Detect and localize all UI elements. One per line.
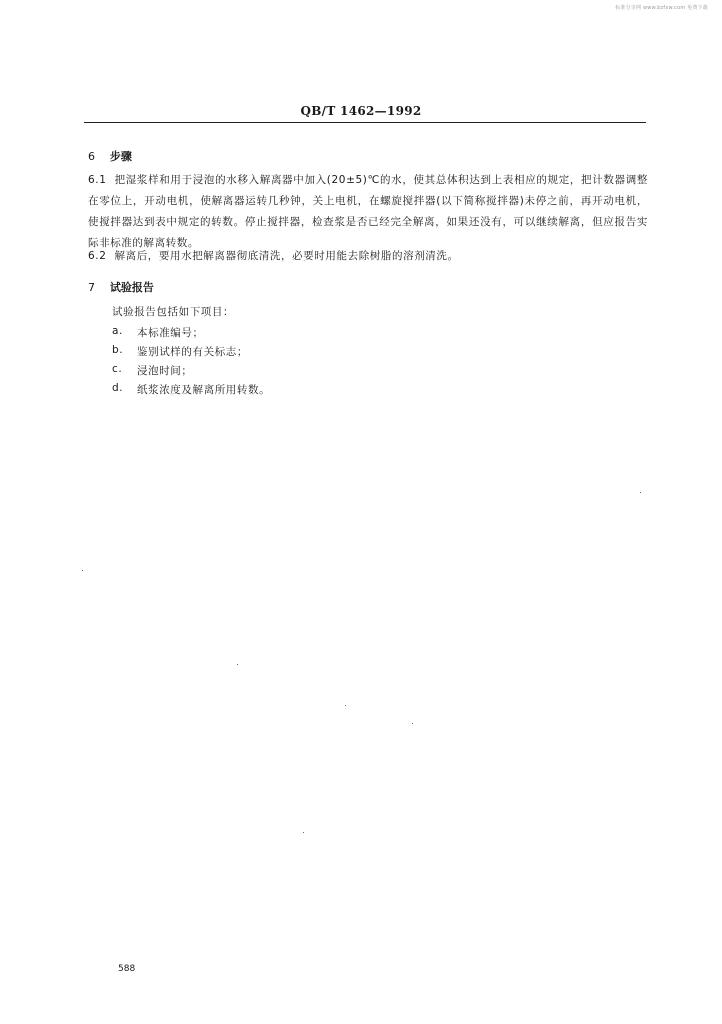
list-item	[112, 344, 270, 363]
scan-speck	[82, 570, 83, 571]
list-item-text: 纸浆浓度及解离所用转数。	[137, 384, 271, 396]
clause-6-2-number: 6.2	[88, 250, 107, 262]
scan-speck	[412, 723, 413, 724]
list-item-marker: a.	[112, 325, 123, 337]
section-6-title: 步骤	[109, 150, 132, 163]
section-7-number: 7	[88, 281, 95, 294]
section-7-heading	[88, 279, 154, 295]
list-item-marker: d.	[112, 382, 124, 394]
list-item-text: 鉴别试样的有关标志；	[137, 346, 248, 358]
clause-6-2	[88, 246, 648, 267]
clause-6-1	[88, 170, 648, 254]
section-6-heading	[88, 148, 132, 164]
list-item-marker: c.	[112, 363, 123, 375]
report-items-list	[112, 325, 270, 401]
report-intro: 试验报告包括如下项目：	[112, 306, 235, 318]
scan-speck	[640, 492, 641, 493]
scan-speck	[303, 832, 304, 833]
page-number: 588	[118, 964, 136, 974]
clause-6-1-number: 6.1	[88, 174, 107, 186]
clause-6-2-text: 解离后，要用水把解离器彻底清洗，必要时用能去除树脂的溶剂清洗。	[114, 250, 459, 262]
clause-6-1-text: 把湿浆样和用于浸泡的水移入解离器中加入(20±5)℃的水，使其总体积达到上表相应的规定，把计数器调整在零位上，开动电机，使解离器运转几秒钟，关上电机，在螺旋搅拌器(以下简称搅拌器)未停之前，再开动电机，使搅拌器达到表中规定的转数。停止搅拌器，检查浆是否已经完全解离，如果还没有，可以继续解离，但应报告实际非标准的解离转数。	[88, 174, 648, 249]
scan-speck	[345, 705, 346, 706]
list-item	[112, 363, 270, 382]
watermark-text: 标准分享网 www.bzfxw.com 免费下载	[615, 5, 708, 11]
section-6-number: 6	[88, 150, 95, 163]
standard-code-header: QB/T 1462—1992	[300, 104, 422, 118]
list-item-text: 浸泡时间；	[137, 365, 193, 377]
list-item-marker: b.	[112, 344, 124, 356]
list-item-text: 本标准编号；	[137, 327, 204, 339]
section-7-title: 试验报告	[109, 281, 154, 294]
header-rule	[84, 122, 646, 123]
list-item	[112, 382, 270, 401]
list-item	[112, 325, 270, 344]
scan-speck	[237, 664, 238, 665]
